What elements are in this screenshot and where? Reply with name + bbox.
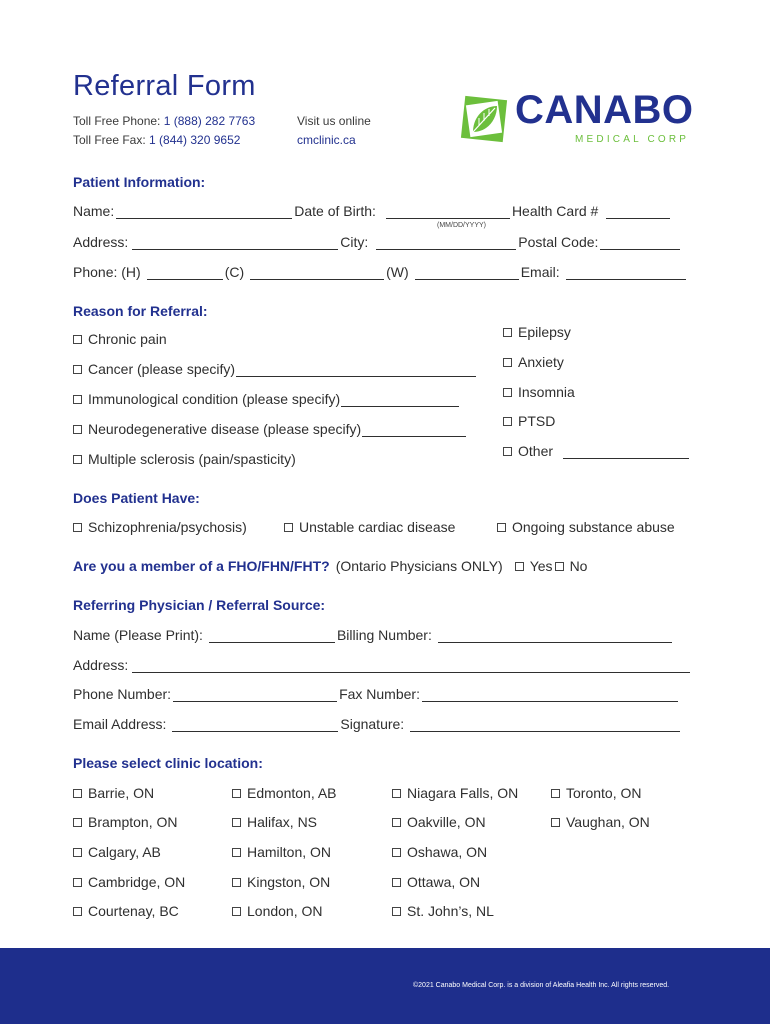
checkbox[interactable] xyxy=(503,358,512,367)
checkbox[interactable] xyxy=(232,878,241,887)
checkbox[interactable] xyxy=(232,907,241,916)
phone-cell-label: (C) xyxy=(224,264,245,280)
website-link[interactable]: cmclinic.ca xyxy=(297,133,356,147)
patient-row-2 xyxy=(73,234,682,250)
checkbox[interactable] xyxy=(73,365,82,374)
checkbox[interactable] xyxy=(551,789,560,798)
dob-label: Date of Birth: xyxy=(294,203,376,219)
footer-copyright: ©2021 Canabo Medical Corp. is a division of Aleafia Health Inc. All rights reserved. xyxy=(413,982,670,989)
checkbox[interactable] xyxy=(73,907,82,916)
checkbox[interactable] xyxy=(73,878,82,887)
referral-immunological[interactable]: Immunological condition (please specify) xyxy=(73,391,461,407)
immunological-specify-field[interactable] xyxy=(341,392,459,407)
physician-name-label: Name (Please Print): xyxy=(73,627,203,643)
referral-chronic-pain[interactable]: Chronic pain xyxy=(73,331,167,347)
patient-row-3 xyxy=(73,264,688,280)
health-card-field[interactable] xyxy=(606,204,670,219)
checkbox[interactable] xyxy=(392,848,401,857)
name-label: Name: xyxy=(73,203,115,219)
physician-address-field[interactable] xyxy=(132,658,690,673)
referral-cancer[interactable]: Cancer (please specify) xyxy=(73,361,478,377)
location-barrie[interactable]: Barrie, ON xyxy=(73,785,154,801)
signature-label: Signature: xyxy=(340,716,405,732)
logo-wordmark: CANABO xyxy=(515,88,694,132)
physician-name-field[interactable] xyxy=(209,628,335,643)
checkbox[interactable] xyxy=(73,335,82,344)
checkbox[interactable] xyxy=(73,395,82,404)
page-title: Referral Form xyxy=(73,70,256,102)
referral-multiple-sclerosis[interactable]: Multiple sclerosis (pain/spasticity) xyxy=(73,451,296,467)
checkbox[interactable] xyxy=(73,818,82,827)
cancer-specify-field[interactable] xyxy=(236,362,476,377)
fho-no-label: No xyxy=(569,558,588,574)
location-london[interactable]: London, ON xyxy=(232,903,323,919)
fax-label: Toll Free Fax: xyxy=(73,133,146,147)
checkbox[interactable] xyxy=(497,523,506,532)
physician-fax-label: Fax Number: xyxy=(339,686,420,702)
location-hamilton[interactable]: Hamilton, ON xyxy=(232,844,331,860)
checkbox[interactable] xyxy=(73,455,82,464)
dob-field[interactable] xyxy=(386,204,510,219)
billing-number-field[interactable] xyxy=(438,628,672,643)
phone-label: Toll Free Phone: xyxy=(73,114,161,128)
referral-other[interactable]: Other xyxy=(503,443,691,459)
checkbox[interactable] xyxy=(551,818,560,827)
checkbox[interactable] xyxy=(73,848,82,857)
fho-no-checkbox[interactable] xyxy=(555,562,564,571)
have-substance-abuse[interactable]: Ongoing substance abuse xyxy=(497,519,675,535)
location-oakville[interactable]: Oakville, ON xyxy=(392,814,486,830)
checkbox[interactable] xyxy=(503,447,512,456)
postal-code-label: Postal Code: xyxy=(518,234,599,250)
location-courtenay[interactable]: Courtenay, BC xyxy=(73,903,179,919)
fho-note: (Ontario Physicians ONLY) xyxy=(335,558,503,574)
referral-insomnia[interactable]: Insomnia xyxy=(503,384,575,400)
checkbox[interactable] xyxy=(232,789,241,798)
locations-heading: Please select clinic location: xyxy=(73,755,263,771)
phone-home-field[interactable] xyxy=(147,265,223,280)
signature-field[interactable] xyxy=(410,717,680,732)
location-edmonton[interactable]: Edmonton, AB xyxy=(232,785,337,801)
phone-line xyxy=(73,114,255,128)
dob-format-hint: (MM/DD/YYYY) xyxy=(437,222,486,229)
address-label: Address: xyxy=(73,234,129,250)
other-specify-field[interactable] xyxy=(563,444,689,459)
checkbox[interactable] xyxy=(392,818,401,827)
billing-number-label: Billing Number: xyxy=(336,627,432,643)
checkbox[interactable] xyxy=(392,878,401,887)
visit-label: Visit us online xyxy=(297,114,371,128)
fho-question: Are you a member of a FHO/FHN/FHT? xyxy=(73,558,330,574)
fho-yes-label: Yes xyxy=(529,558,553,574)
physician-address-label: Address: xyxy=(73,657,129,673)
canabo-leaf-logo-icon xyxy=(459,94,509,144)
location-vaughan[interactable]: Vaughan, ON xyxy=(551,814,650,830)
patient-have-heading: Does Patient Have: xyxy=(73,490,200,506)
health-card-label: Health Card # xyxy=(511,203,599,219)
city-label: City: xyxy=(340,234,369,250)
referral-ptsd[interactable]: PTSD xyxy=(503,413,555,429)
checkbox[interactable] xyxy=(73,425,82,434)
physician-email-field[interactable] xyxy=(172,717,338,732)
fho-yes-checkbox[interactable] xyxy=(515,562,524,571)
phone-work-field[interactable] xyxy=(415,265,519,280)
location-ottawa[interactable]: Ottawa, ON xyxy=(392,874,480,890)
checkbox[interactable] xyxy=(503,388,512,397)
physician-phone-label: Phone Number: xyxy=(73,686,172,702)
patient-info-heading: Patient Information: xyxy=(73,174,206,190)
location-niagara-falls[interactable]: Niagara Falls, ON xyxy=(392,785,518,801)
checkbox[interactable] xyxy=(232,848,241,857)
checkbox[interactable] xyxy=(73,523,82,532)
location-halifax[interactable]: Halifax, NS xyxy=(232,814,317,830)
physician-row-1 xyxy=(73,627,674,643)
checkbox[interactable] xyxy=(392,789,401,798)
fax-value[interactable]: 1 (844) 320 9652 xyxy=(149,133,241,147)
physician-phone-field[interactable] xyxy=(173,687,337,702)
physician-row-2 xyxy=(73,657,692,673)
email-label: Email: xyxy=(520,264,560,280)
phone-work-label: (W) xyxy=(386,264,409,280)
patient-row-1 xyxy=(73,203,672,219)
phone-cell-field[interactable] xyxy=(250,265,384,280)
checkbox[interactable] xyxy=(284,523,293,532)
referral-heading: Reason for Referral: xyxy=(73,303,208,319)
have-unstable-cardiac[interactable]: Unstable cardiac disease xyxy=(284,519,455,535)
patient-name-field[interactable] xyxy=(116,204,292,219)
have-schizophrenia[interactable]: Schizophrenia/psychosis) xyxy=(73,519,247,535)
physician-email-label: Email Address: xyxy=(73,716,167,732)
location-toronto[interactable]: Toronto, ON xyxy=(551,785,641,801)
location-brampton[interactable]: Brampton, ON xyxy=(73,814,177,830)
logo-subtitle: MEDICAL CORP xyxy=(575,134,690,145)
postal-code-field[interactable] xyxy=(600,235,680,250)
fho-question-row xyxy=(73,558,587,574)
phone-value[interactable]: 1 (888) 282 7763 xyxy=(163,114,256,128)
location-oshawa[interactable]: Oshawa, ON xyxy=(392,844,487,860)
referral-neurodegenerative[interactable]: Neurodegenerative disease (please specify) xyxy=(73,421,468,437)
location-st-johns[interactable]: St. John’s, NL xyxy=(392,903,494,919)
fax-line xyxy=(73,133,240,147)
referral-epilepsy[interactable]: Epilepsy xyxy=(503,324,571,340)
checkbox[interactable] xyxy=(503,328,512,337)
physician-fax-field[interactable] xyxy=(422,687,678,702)
neurodegenerative-specify-field[interactable] xyxy=(362,422,466,437)
referral-anxiety[interactable]: Anxiety xyxy=(503,354,564,370)
checkbox[interactable] xyxy=(503,417,512,426)
checkbox[interactable] xyxy=(392,907,401,916)
physician-row-4 xyxy=(73,716,682,732)
physician-row-3 xyxy=(73,686,680,702)
phone-home-label: Phone: (H) xyxy=(73,264,141,280)
checkbox[interactable] xyxy=(232,818,241,827)
city-field[interactable] xyxy=(376,235,516,250)
email-field[interactable] xyxy=(566,265,686,280)
address-field[interactable] xyxy=(132,235,338,250)
checkbox[interactable] xyxy=(73,789,82,798)
location-kingston[interactable]: Kingston, ON xyxy=(232,874,330,890)
location-cambridge[interactable]: Cambridge, ON xyxy=(73,874,185,890)
location-calgary[interactable]: Calgary, AB xyxy=(73,844,161,860)
physician-heading: Referring Physician / Referral Source: xyxy=(73,597,326,613)
